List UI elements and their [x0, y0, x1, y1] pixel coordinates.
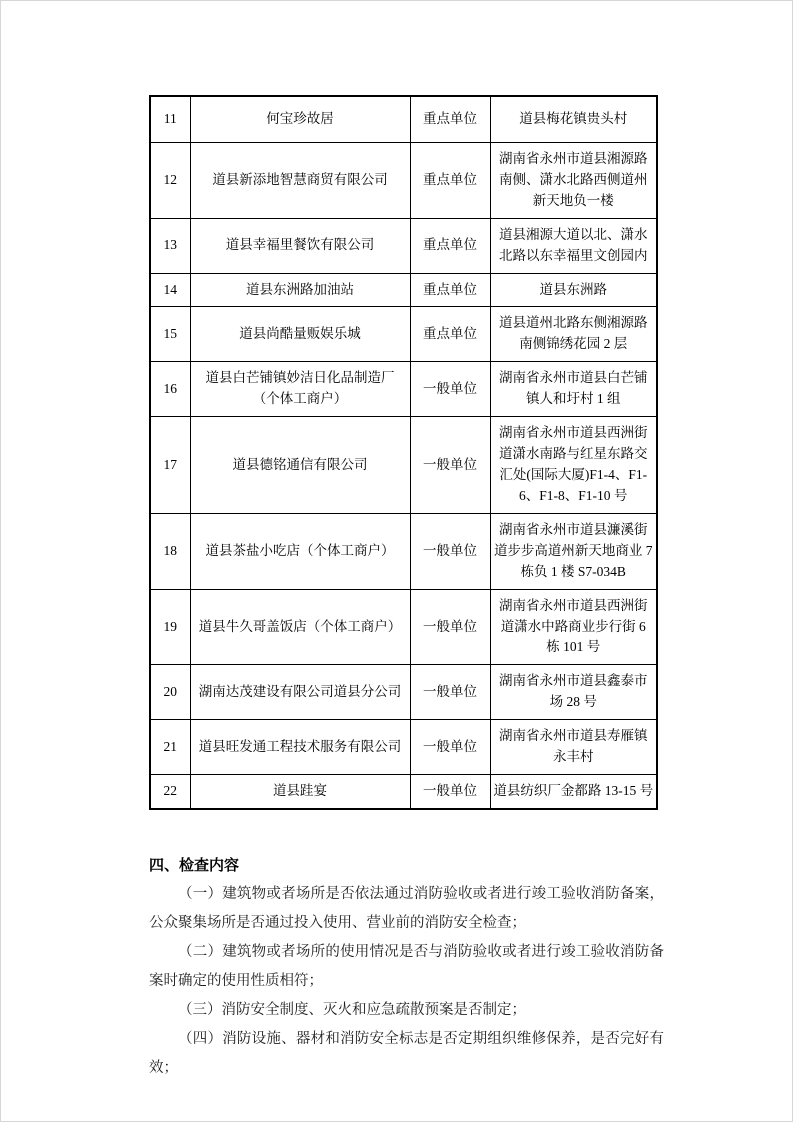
table-row: [150, 273, 657, 307]
table-row: [150, 775, 657, 809]
cell-venue-name: 道县旺发通工程技术服务有限公司: [190, 720, 410, 775]
cell-number: 11: [150, 96, 190, 142]
cell-address: 湖南省永州市道县湘源路南侧、潇水北路西侧道州新天地负一楼: [490, 142, 657, 218]
cell-address: 道县东洲路: [490, 273, 657, 307]
cell-number: 15: [150, 307, 190, 362]
inspection-item-2: （二）建筑物或者场所的使用情况是否与消防验收或者进行竣工验收消防备案时确定的使用性质相符；: [149, 943, 664, 989]
cell-unit-type: 一般单位: [410, 417, 490, 514]
cell-number: 13: [150, 218, 190, 273]
cell-unit-type: 重点单位: [410, 273, 490, 307]
cell-venue-name: 何宝珍故居: [190, 96, 410, 142]
cell-number: 16: [150, 362, 190, 417]
cell-venue-name: 道县东洲路加油站: [190, 273, 410, 307]
venues-table-body: [150, 96, 657, 809]
cell-venue-name: 道县尚酷量贩娱乐城: [190, 307, 410, 362]
cell-unit-type: 一般单位: [410, 362, 490, 417]
cell-unit-type: 一般单位: [410, 513, 490, 589]
inspection-content-section: [149, 854, 664, 1083]
cell-unit-type: 重点单位: [410, 142, 490, 218]
inspection-item-1: （一）建筑物或者场所是否依法通过消防验收或者进行竣工验收消防备案，公众聚集场所是否通过投入使用、营业前的消防安全检查；: [149, 885, 664, 931]
inspection-item-4: （四）消防设施、器材和消防安全标志是否定期组织维修保养，是否完好有效；: [149, 1030, 664, 1076]
cell-address: 道县梅花镇贵头村: [490, 96, 657, 142]
cell-address: 道县道州北路东侧湘源路南侧锦绣花园 2 层: [490, 307, 657, 362]
table-row: [150, 417, 657, 514]
table-row: [150, 665, 657, 720]
cell-venue-name: 道县跬宴: [190, 775, 410, 809]
cell-unit-type: 重点单位: [410, 96, 490, 142]
cell-address: 道县纺织厂金都路 13-15 号: [490, 775, 657, 809]
cell-number: 14: [150, 273, 190, 307]
cell-unit-type: 一般单位: [410, 720, 490, 775]
cell-address: 湖南省永州市道县濂溪街道步步高道州新天地商业 7 栋负 1 楼 S7-034B: [490, 513, 657, 589]
table-row: [150, 96, 657, 142]
table-row: [150, 589, 657, 665]
cell-address: 湖南省永州市道县西洲街道潇水南路与红星东路交汇处(国际大厦)F1-4、F1-6、F1-8、F1-10 号: [490, 417, 657, 514]
table-row: [150, 513, 657, 589]
cell-venue-name: 道县幸福里餐饮有限公司: [190, 218, 410, 273]
cell-address: 湖南省永州市道县白芒铺镇人和圩村 1 组: [490, 362, 657, 417]
cell-venue-name: 道县德铭通信有限公司: [190, 417, 410, 514]
cell-address: 湖南省永州市道县寿雁镇永丰村: [490, 720, 657, 775]
cell-number: 22: [150, 775, 190, 809]
table-row: [150, 142, 657, 218]
cell-number: 18: [150, 513, 190, 589]
cell-number: 20: [150, 665, 190, 720]
cell-address: 道县湘源大道以北、潇水北路以东幸福里文创园内: [490, 218, 657, 273]
cell-venue-name: 道县新添地智慧商贸有限公司: [190, 142, 410, 218]
table-row: [150, 720, 657, 775]
table-row: [150, 218, 657, 273]
cell-unit-type: 一般单位: [410, 589, 490, 665]
cell-number: 21: [150, 720, 190, 775]
cell-venue-name: 湖南达茂建设有限公司道县分公司: [190, 665, 410, 720]
cell-unit-type: 一般单位: [410, 775, 490, 809]
cell-number: 19: [150, 589, 190, 665]
cell-number: 17: [150, 417, 190, 514]
inspection-item-3: （三）消防安全制度、灭火和应急疏散预案是否制定；: [178, 1001, 526, 1018]
cell-unit-type: 重点单位: [410, 218, 490, 273]
cell-unit-type: 一般单位: [410, 665, 490, 720]
table-row: [150, 307, 657, 362]
section-heading: 四、检查内容: [149, 856, 240, 874]
cell-address: 湖南省永州市道县西洲街道潇水中路商业步行街 6 栋 101 号: [490, 589, 657, 665]
cell-venue-name: 道县茶盐小吃店（个体工商户）: [190, 513, 410, 589]
cell-address: 湖南省永州市道县鑫泰市场 28 号: [490, 665, 657, 720]
venues-table: [149, 95, 658, 810]
table-row: [150, 362, 657, 417]
cell-unit-type: 重点单位: [410, 307, 490, 362]
cell-venue-name: 道县牛久哥盖饭店（个体工商户）: [190, 589, 410, 665]
cell-number: 12: [150, 142, 190, 218]
cell-venue-name: 道县白芒铺镇妙洁日化品制造厂（个体工商户）: [190, 362, 410, 417]
